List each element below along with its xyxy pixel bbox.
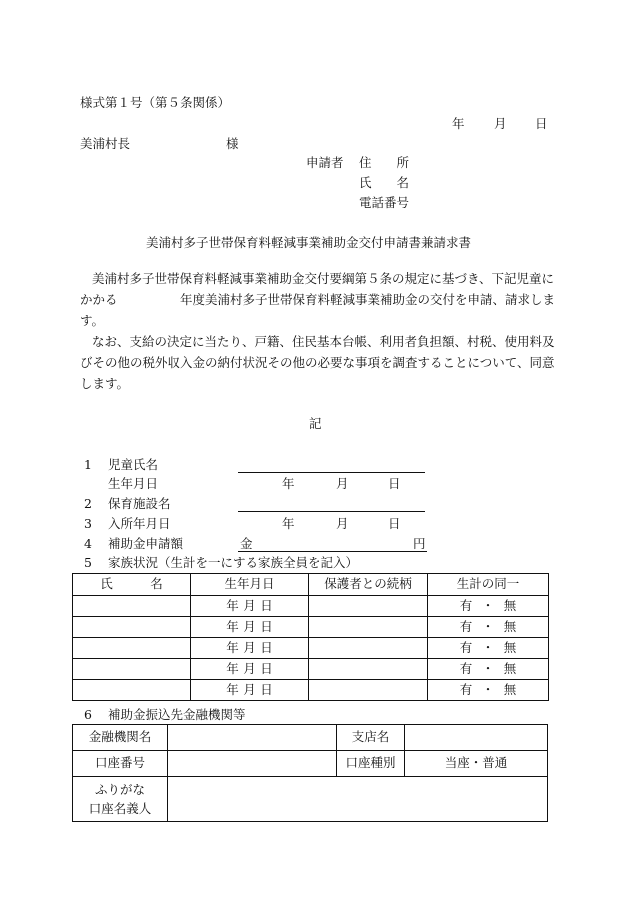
body-paragraph-2: なお、支給の決定に当たり、戸籍、住民基本台帳、利用者負担額、村税、使用料及びその他の税外収入金の納付状況その他の必要な事項を調査することについて、同意します。 xyxy=(80,334,555,391)
addressee-title: 美浦村長 xyxy=(80,136,131,151)
birth-year-label: 年 xyxy=(282,476,295,491)
applicant-address-label: 住 所 xyxy=(359,155,410,170)
account-type-label: 口座種別 xyxy=(337,751,405,777)
account-type-options[interactable]: 当座・普通 xyxy=(405,751,548,777)
bank-name-label: 金融機関名 xyxy=(73,725,168,751)
item-2-number: 2 xyxy=(84,496,92,511)
date-year-label: 年 xyxy=(452,116,465,131)
entry-year-label: 年 xyxy=(282,516,295,531)
birth-month-label: 月 xyxy=(336,476,349,491)
header-relation: 保護者との続柄 xyxy=(309,574,428,596)
family-table xyxy=(72,573,549,701)
bank-table xyxy=(72,724,548,822)
furigana-label: ふりがな xyxy=(94,782,145,797)
amount-prefix: 金 xyxy=(240,536,253,551)
entry-date-label: 入所年月日 xyxy=(108,516,171,531)
applicant-name-label: 氏 名 xyxy=(359,175,410,190)
child-name-label: 児童氏名 xyxy=(108,457,159,472)
family-birth-cell[interactable]: 年 月 日 xyxy=(191,617,309,638)
table-row xyxy=(73,617,549,638)
entry-day-label: 日 xyxy=(388,516,401,531)
birth-day-label: 日 xyxy=(388,476,401,491)
addressee-honorific: 様 xyxy=(226,136,239,151)
amount-label: 補助金申請額 xyxy=(108,536,184,551)
item-1-number: 1 xyxy=(84,457,92,472)
entry-month-label: 月 xyxy=(336,516,349,531)
account-holder-field[interactable] xyxy=(168,777,548,822)
family-birth-cell[interactable]: 年 月 日 xyxy=(191,638,309,659)
bank-row-name xyxy=(73,725,548,751)
item-4-number: 4 xyxy=(84,536,92,551)
form-number: 様式第１号（第５条関係） xyxy=(80,95,231,110)
holder-label-cell xyxy=(73,777,168,822)
item-3-number: 3 xyxy=(84,516,92,531)
family-birth-cell[interactable]: 年 月 日 xyxy=(191,596,309,617)
birth-date-label: 生年月日 xyxy=(108,476,159,491)
child-name-line[interactable] xyxy=(238,472,425,473)
body-paragraph-1: 美浦村多子世帯保育料軽減事業補助金交付要綱第５条の規定に基づき、下記児童にかかる 年度美浦村多子世帯保育料軽減事業補助金の交付を申請、請求します。 xyxy=(80,271,556,328)
family-name-cell[interactable] xyxy=(73,638,191,659)
amount-line[interactable] xyxy=(238,551,427,552)
family-relation-cell[interactable] xyxy=(309,617,428,638)
family-relation-cell[interactable] xyxy=(309,659,428,680)
date-month-label: 月 xyxy=(494,116,507,131)
account-number-field[interactable] xyxy=(168,751,337,777)
family-name-cell[interactable] xyxy=(73,659,191,680)
family-name-cell[interactable] xyxy=(73,680,191,701)
item-6-number: 6 xyxy=(84,707,92,722)
item-5-number: 5 xyxy=(84,555,92,570)
family-livelihood-cell[interactable]: 有 ・ 無 xyxy=(428,638,549,659)
account-holder-label: 口座名義人 xyxy=(88,801,152,816)
table-row xyxy=(73,680,549,701)
applicant-label: 申請者 xyxy=(306,155,344,170)
facility-line[interactable] xyxy=(238,511,425,512)
family-table-header xyxy=(73,574,549,596)
amount-unit: 円 xyxy=(413,536,426,551)
applicant-phone-label: 電話番号 xyxy=(359,195,410,210)
body-text xyxy=(80,268,560,394)
table-row xyxy=(73,596,549,617)
bank-row-holder xyxy=(73,777,548,822)
family-relation-cell[interactable] xyxy=(309,680,428,701)
family-birth-cell[interactable]: 年 月 日 xyxy=(191,659,309,680)
header-livelihood: 生計の同一 xyxy=(428,574,549,596)
ki-label: 記 xyxy=(309,416,322,431)
header-birth: 生年月日 xyxy=(191,574,309,596)
family-name-cell[interactable] xyxy=(73,596,191,617)
table-row xyxy=(73,638,549,659)
family-birth-cell[interactable]: 年 月 日 xyxy=(191,680,309,701)
family-livelihood-cell[interactable]: 有 ・ 無 xyxy=(428,659,549,680)
family-relation-cell[interactable] xyxy=(309,638,428,659)
document-title: 美浦村多子世帯保育料軽減事業補助金交付申請書兼請求書 xyxy=(146,235,472,250)
bank-name-field[interactable] xyxy=(168,725,337,751)
family-relation-cell[interactable] xyxy=(309,596,428,617)
branch-field[interactable] xyxy=(405,725,548,751)
family-status-label: 家族状況（生計を一にする家族全員を記入） xyxy=(108,555,359,570)
family-livelihood-cell[interactable]: 有 ・ 無 xyxy=(428,680,549,701)
table-row xyxy=(73,659,549,680)
header-name: 氏 名 xyxy=(73,574,191,596)
family-livelihood-cell[interactable]: 有 ・ 無 xyxy=(428,617,549,638)
bank-row-account xyxy=(73,751,548,777)
date-day-label: 日 xyxy=(535,116,548,131)
facility-label: 保育施設名 xyxy=(108,496,171,511)
branch-label: 支店名 xyxy=(337,725,405,751)
family-livelihood-cell[interactable]: 有 ・ 無 xyxy=(428,596,549,617)
family-name-cell[interactable] xyxy=(73,617,191,638)
account-number-label: 口座番号 xyxy=(73,751,168,777)
bank-section-label: 補助金振込先金融機関等 xyxy=(108,707,246,722)
